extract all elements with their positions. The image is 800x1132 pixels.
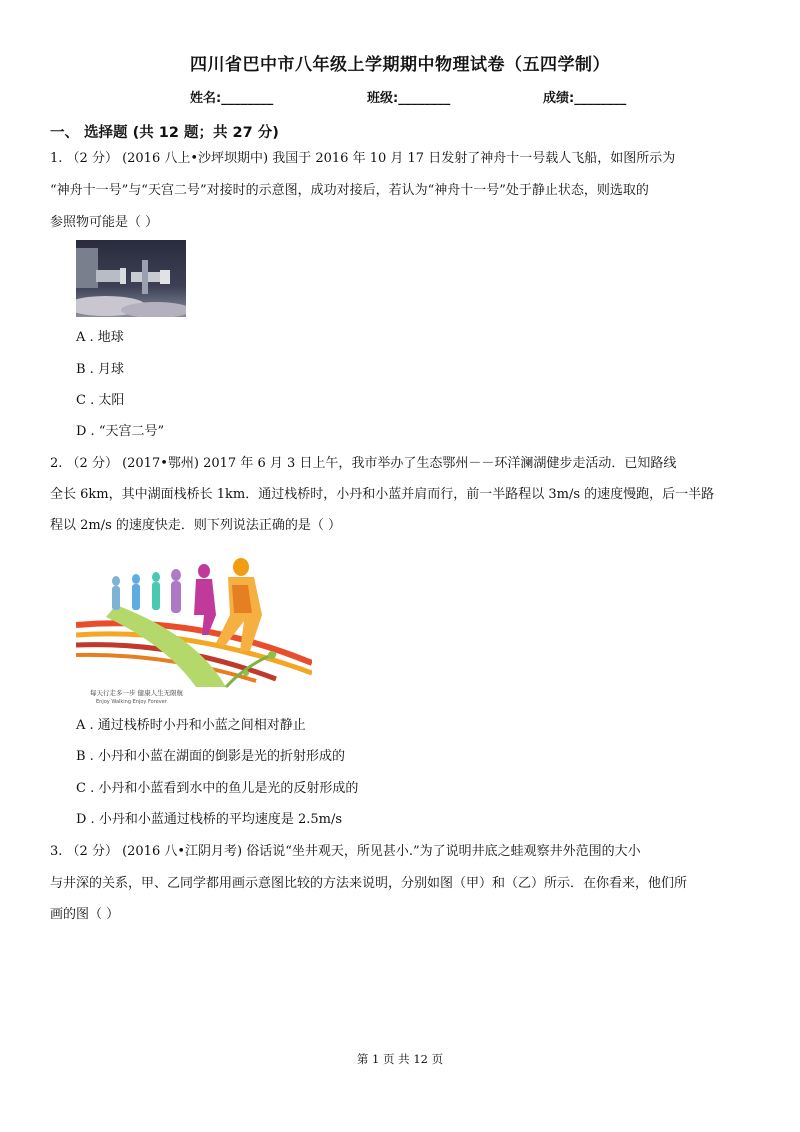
- question-1-option-b[interactable]: B . 月球: [76, 362, 124, 377]
- question-2-option-a[interactable]: A . 通过栈桥时小丹和小蓝之间相对静止: [76, 718, 306, 733]
- question-2-line-3: 程以 2m/s 的速度快走．则下列说法正确的是（ ）: [50, 518, 342, 533]
- question-1-option-c[interactable]: C . 太阳: [76, 393, 125, 408]
- walking-image-caption-2: Enjoy Walking Enjoy Forever: [96, 699, 167, 705]
- score-field: 成绩:________: [543, 91, 627, 106]
- question-1-line-1: 1. （2 分） (2016 八上•沙坪坝期中) 我国于 2016 年 10 月 17 日发射了神舟十一号载人飞船，如图所示为: [50, 151, 676, 166]
- question-3-line-1: 3. （2 分） (2016 八•江阴月考) 俗话说“坐井观天，所见甚小.”为了说明井底之蛙观察井外范围的大小: [50, 844, 641, 859]
- question-2-line-2: 全长 6km，其中湖面栈桥长 1km．通过栈桥时，小丹和小蓝并肩而行，前一半路程以 3m/s 的速度慢跑，后一半路: [50, 487, 715, 502]
- question-1-option-a[interactable]: A . 地球: [76, 330, 124, 345]
- question-3-line-3: 画的图（ ）: [50, 907, 120, 922]
- question-2-option-b[interactable]: B . 小丹和小蓝在湖面的倒影是光的折射形成的: [76, 749, 345, 764]
- walking-image-caption-1: 每天行走多一步 健康人生无限航: [90, 689, 184, 697]
- question-2-option-c[interactable]: C . 小丹和小蓝看到水中的鱼儿是光的反射形成的: [76, 781, 359, 796]
- question-2-option-d[interactable]: D . 小丹和小蓝通过栈桥的平均速度是 2.5m/s: [76, 812, 343, 827]
- page-footer: 第 1 页 共 12 页: [356, 1052, 444, 1066]
- question-2-line-1: 2. （2 分） (2017•鄂州) 2017 年 6 月 3 日上午，我市举办了生态鄂州－－环洋澜湖健步走活动．已知路线: [50, 456, 677, 471]
- question-1-line-3: 参照物可能是（ ）: [50, 215, 159, 230]
- class-field: 班级:________: [367, 91, 451, 106]
- name-field: 姓名:________: [190, 91, 274, 106]
- section-heading: 一、 选择题 (共 12 题；共 27 分): [50, 125, 279, 141]
- walking-event-image: [76, 555, 312, 707]
- page-title: 四川省巴中市八年级上学期期中物理试卷（五四学制）: [190, 55, 610, 75]
- question-3-line-2: 与井深的关系，甲、乙同学都用画示意图比较的方法来说明，分别如图（甲）和（乙）所示．在你看来，他们所: [50, 876, 688, 891]
- question-1-option-d[interactable]: D . “天宫二号”: [76, 424, 165, 439]
- spacecraft-docking-image: [76, 240, 186, 317]
- question-1-line-2: “神舟十一号”与“天宫二号”对接时的示意图，成功对接后，若认为“神舟十一号”处于静止状态，则选取的: [50, 183, 649, 198]
